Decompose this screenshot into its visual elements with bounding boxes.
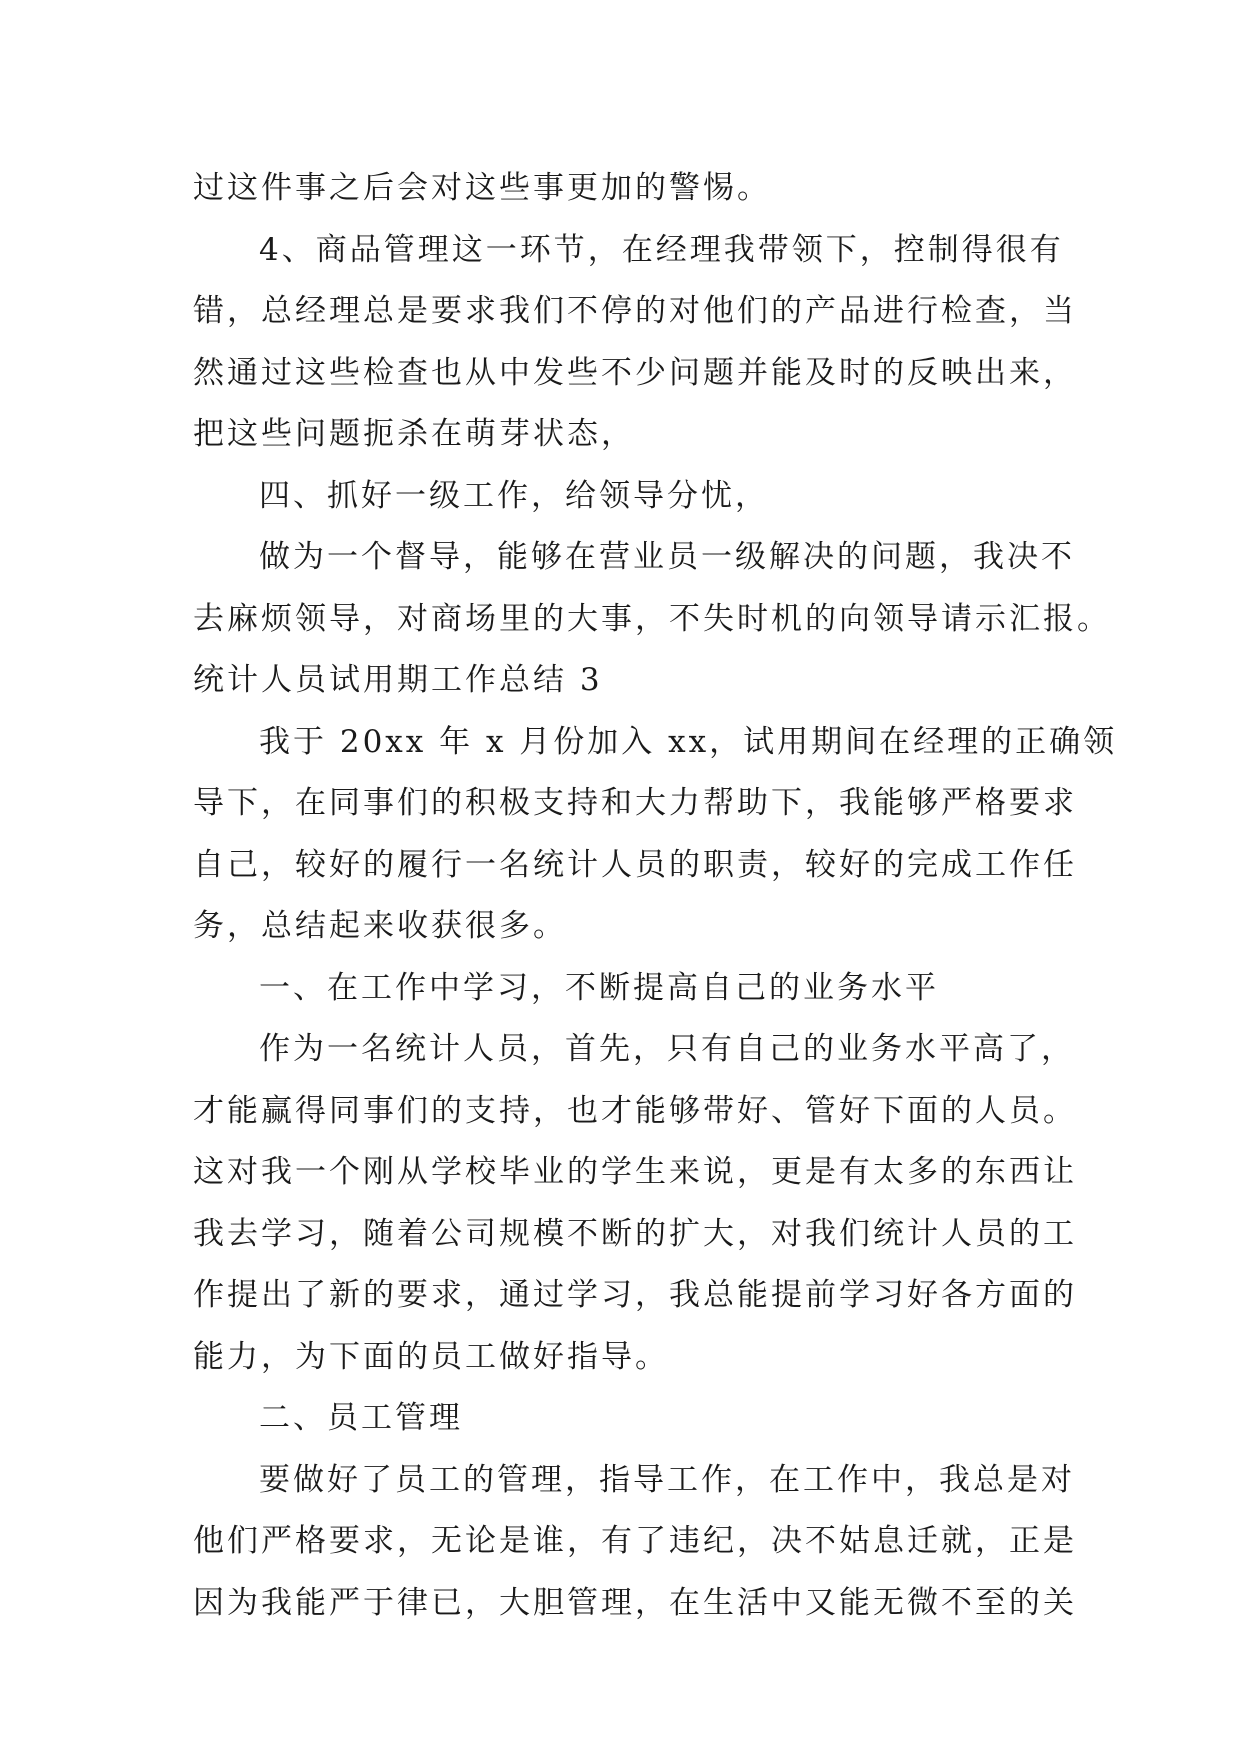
text-line: 导下，在同事们的积极支持和大力帮助下，我能够严格要求 (193, 785, 1077, 821)
document-body (193, 158, 1118, 1634)
text-line: 作为一名统计人员，首先，只有自己的业务水平高了， (259, 1031, 1075, 1067)
text-line: 我于 20xx 年 x 月份加入 xx，试用期间在经理的正确领 (259, 723, 1118, 760)
text-line: 做为一个督导，能够在营业员一级解决的问题，我决不 (259, 539, 1075, 575)
text-line: 能力，为下面的员工做好指导。 (193, 1338, 669, 1375)
text-line: 去麻烦领导，对商场里的大事，不失时机的向领导请示汇报。 (193, 600, 1111, 637)
text-line: 要做好了员工的管理，指导工作，在工作中，我总是对 (259, 1461, 1075, 1498)
text-line: 务，总结起来收获很多。 (193, 908, 567, 944)
text-line: 4、商品管理这一环节，在经理我带领下，控制得很有 (259, 231, 1064, 268)
text-line: 自己，较好的履行一名统计人员的职责，较好的完成工作任 (193, 846, 1077, 883)
text-line: 我去学习，随着公司规模不断的扩大，对我们统计人员的工 (193, 1215, 1077, 1252)
text-line: 这对我一个刚从学校毕业的学生来说，更是有太多的东西让 (193, 1154, 1077, 1190)
text-line: 他们严格要求，无论是谁，有了违纪，决不姑息迁就，正是 (193, 1523, 1077, 1559)
text-line: 然通过这些检查也从中发些不少问题并能及时的反映出来， (193, 354, 1077, 391)
text-line: 错，总经理总是要求我们不停的对他们的产品进行检查，当 (193, 293, 1077, 329)
text-line: 才能赢得同事们的支持，也才能够带好、管好下面的人员。 (193, 1092, 1077, 1129)
text-line: 作提出了新的要求，通过学习，我总能提前学习好各方面的 (193, 1277, 1077, 1313)
text-line: 把这些问题扼杀在萌芽状态， (193, 416, 635, 452)
text-line: 二、员工管理 (259, 1400, 463, 1436)
text-line: 因为我能严于律已，大胆管理，在生活中又能无微不至的关 (193, 1584, 1077, 1621)
text-line: 一、在工作中学习，不断提高自己的业务水平 (259, 969, 939, 1006)
text-line: 四、抓好一级工作，给领导分忧， (259, 477, 769, 514)
text-line: 统计人员试用期工作总结 3 (193, 662, 603, 698)
text-line: 过这件事之后会对这些事更加的警惕。 (193, 170, 771, 206)
